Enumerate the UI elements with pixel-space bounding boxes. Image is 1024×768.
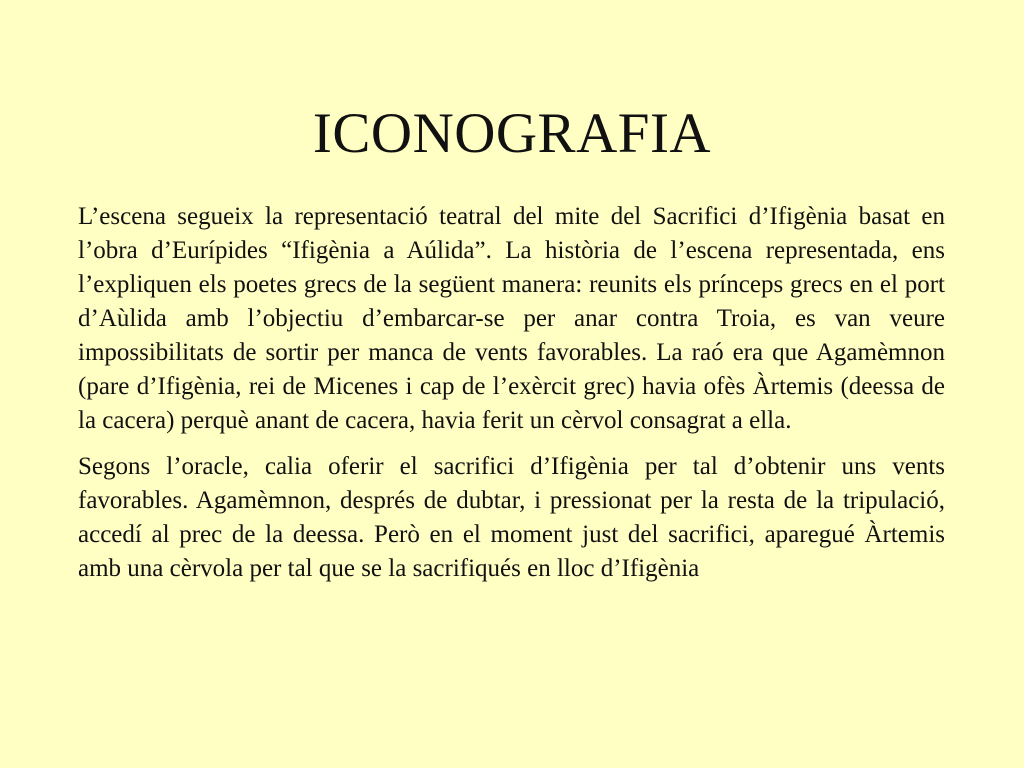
body-paragraph-2: Segons l’oracle, calia oferir el sacrifici d’Ifigènia per tal d’obtenir uns vents favorables. Agamèmnon, després de dubtar, i pressionat per la resta de la tripulació, accedí al prec de la deessa. Però en el moment just del sacrifici, aparegué Àrtemis amb una cèrvola per tal que se la sacrifiqués en lloc d’Ifigènia <box>78 453 945 582</box>
slide-body <box>78 200 945 586</box>
body-paragraph-1: L’escena segueix la representació teatral del mite del Sacrifici d’Ifigènia basat en l’obra d’Eurípides “Ifigènia a Aúlida”. La història de l’escena representada, ens l’expliquen els poetes grecs de la següent manera: reunits els prínceps grecs en el port d’Aùlida amb l’objectiu d’embarcar-se per anar contra Troia, es van veure impossibilitats de sortir per manca de vents favorables. La raó era que Agamèmnon (pare d’Ifigènia, rei de Micenes i cap de l’exèrcit grec) havia ofès Àrtemis (deessa de la cacera) perquè anant de cacera, havia ferit un cèrvol consagrat a ella. <box>78 203 945 434</box>
slide-title: ICONOGRAFIA <box>312 102 712 165</box>
